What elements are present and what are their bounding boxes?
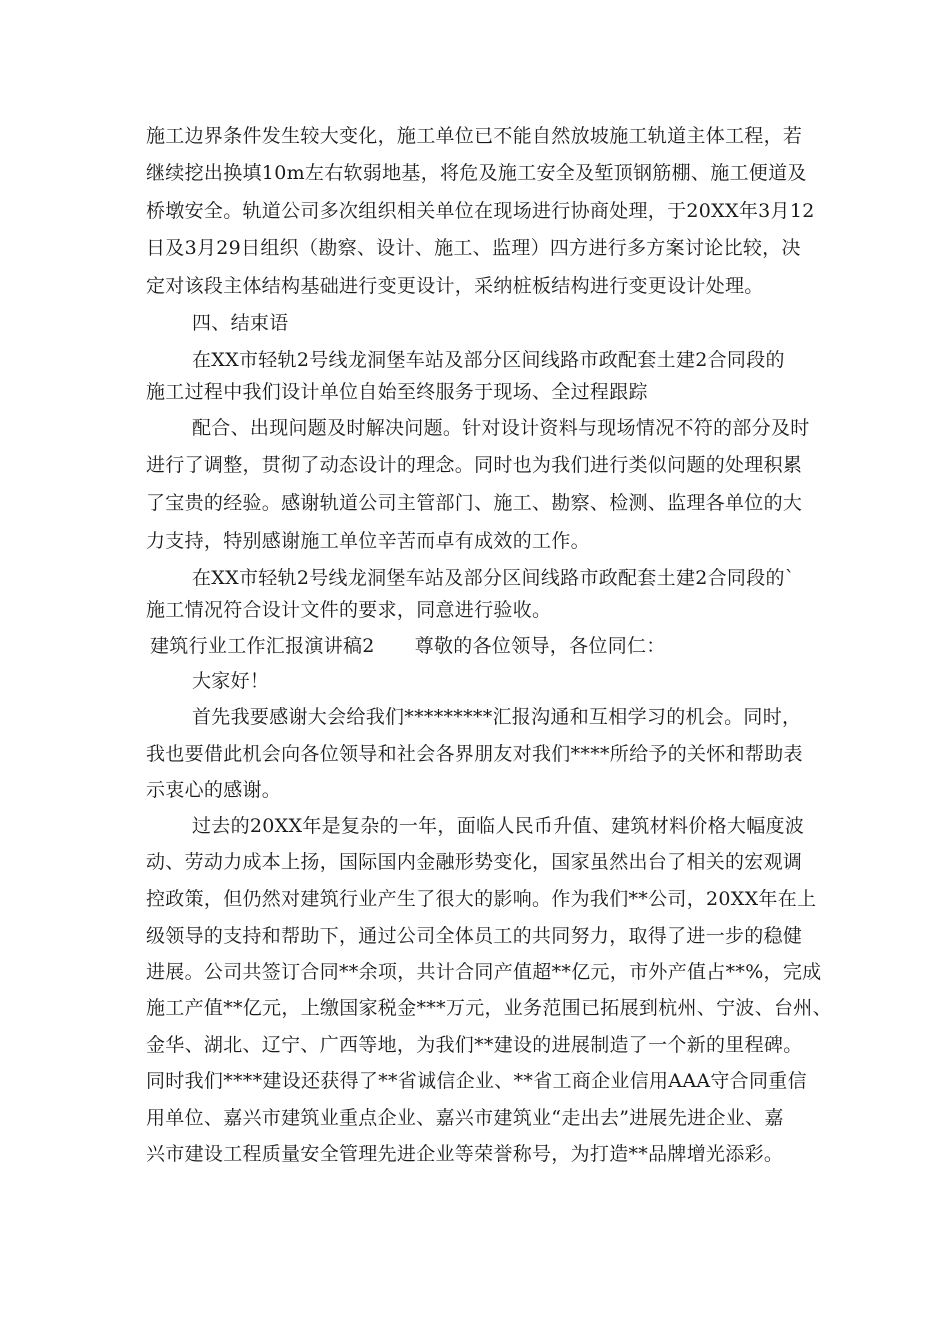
- body-text-line: 日及3月29日组织（勘察、设计、施工、监理）四方进行多方案讨论比较，决: [146, 237, 801, 259]
- body-text-line: 配合、出现问题及时解决问题。针对设计资料与现场情况不符的部分及时: [192, 417, 810, 439]
- body-text-line: 施工情况符合设计文件的要求，同意进行验收。: [146, 599, 552, 621]
- body-text-line: 金华、湖北、辽宁、广西等地，为我们**建设的进展制造了一个新的里程碑。: [146, 1034, 803, 1056]
- greeting: 大家好！: [192, 670, 270, 692]
- speech-title-line: [150, 634, 666, 658]
- body-text-line: 施工产值**亿元，上缴国家税金***万元，业务范围已拓展到杭州、宁波、台州、: [146, 997, 832, 1019]
- body-text-line: 兴市建设工程质量安全管理先进企业等荣誉称号，为打造**品牌增光添彩。: [146, 1143, 784, 1165]
- body-text-line: 桥墩安全。轨道公司多次组织相关单位在现场进行协商处理，于20XX年3月12: [146, 200, 815, 222]
- body-text-line: 我也要借此机会向各位领导和社会各界朋友对我们****所给予的关怀和帮助表: [146, 743, 803, 765]
- body-text-line: 施工过程中我们设计单位自始至终服务于现场、全过程跟踪: [146, 381, 648, 403]
- body-text-line: 了宝贵的经验。感谢轨道公司主管部门、施工、勘察、检测、监理各单位的大: [146, 492, 803, 514]
- section-heading: 四、结束语: [192, 312, 289, 334]
- body-text-line: 在XX市轻轨2号线龙洞堡车站及部分区间线路市政配套土建2合同段的: [192, 349, 785, 371]
- body-text-line: 在XX市轻轨2号线龙洞堡车站及部分区间线路市政配套土建2合同段的`: [192, 567, 795, 589]
- body-text-line: 过去的20XX年是复杂的一年，面临人民币升值、建筑材料价格大幅度波: [192, 815, 805, 837]
- body-text-line: 示衷心的感谢。: [146, 779, 282, 801]
- body-text-line: 同时我们****建设还获得了**省诚信企业、**省工商企业信用AAA守合同重信: [146, 1070, 807, 1092]
- body-text-line: 级领导的支持和帮助下，通过公司全体员工的共同努力，取得了进一步的稳健: [146, 925, 803, 947]
- body-text-line: 定对该段主体结构基础进行变更设计，采纳桩板结构进行变更设计处理。: [146, 275, 764, 297]
- body-text-line: 继续挖出换填10m左右软弱地基，将危及施工安全及堑顶钢筋棚、施工便道及: [146, 162, 807, 184]
- speech-title: 建筑行业工作汇报演讲稿2: [150, 635, 375, 657]
- body-text-line: 进展。公司共签订合同**余项，共计合同产值超**亿元，市外产值占**%，完成: [146, 961, 822, 983]
- body-text-line: 首先我要感谢大会给我们*********汇报沟通和互相学习的机会。同时，: [192, 706, 802, 728]
- body-text-line: 力支持，特别感谢施工单位辛苦而卓有成效的工作。: [146, 530, 590, 552]
- body-text-line: 用单位、嘉兴市建筑业重点企业、嘉兴市建筑业“走出去”进展先进企业、嘉: [146, 1107, 784, 1129]
- speech-salutation: 尊敬的各位领导，各位同仁：: [414, 635, 666, 657]
- body-text-line: 控政策，但仍然对建筑行业产生了很大的影响。作为我们**公司，20XX年在上: [146, 888, 817, 910]
- body-text-line: 进行了调整，贯彻了动态设计的理念。同时也为我们进行类似问题的处理积累: [146, 454, 803, 476]
- body-text-line: 施工边界条件发生较大变化，施工单位已不能自然放坡施工轨道主体工程，若: [146, 125, 803, 147]
- body-text-line: 动、劳动力成本上扬，国际国内金融形势变化，国家虽然出台了相关的宏观调: [146, 851, 803, 873]
